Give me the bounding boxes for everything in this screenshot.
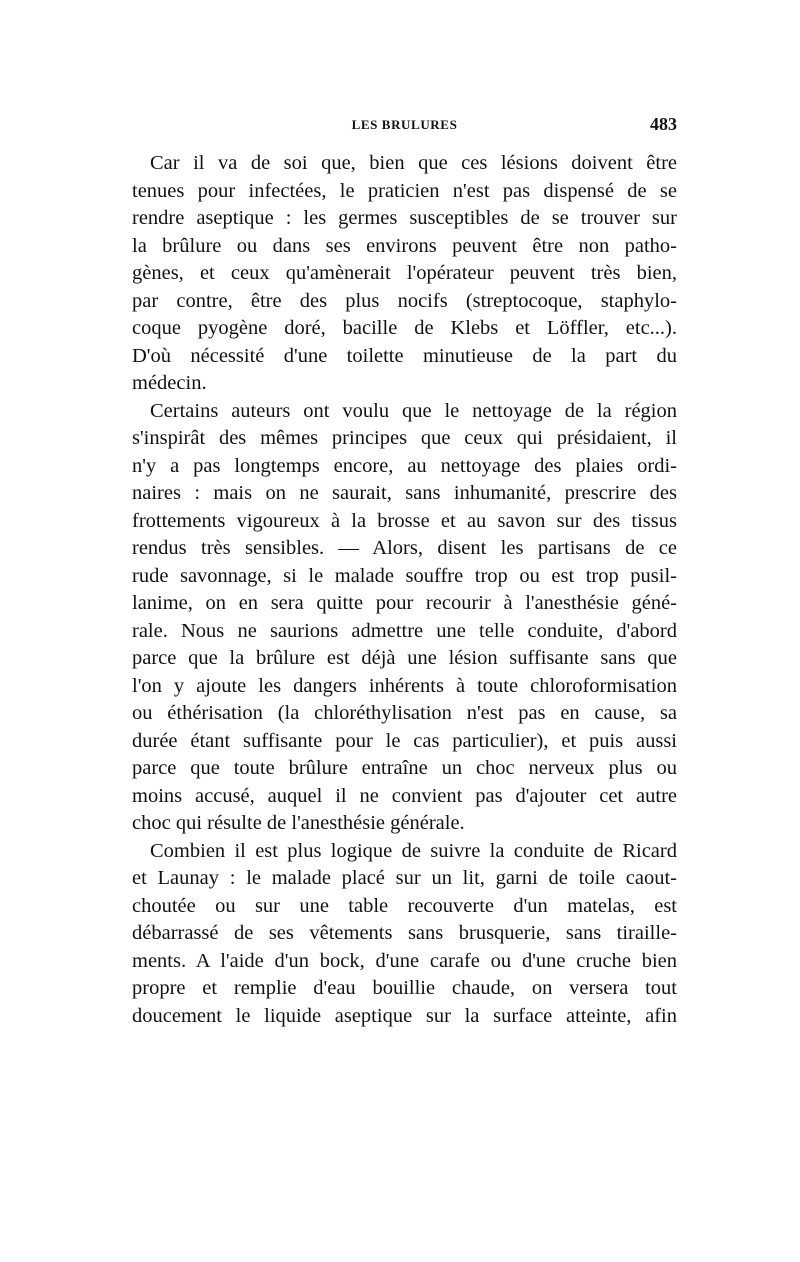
text-line: s'inspirât des mêmes principes que ceux qui présidaient, il <box>132 427 677 449</box>
text-line: naires : mais on ne saurait, sans inhumanité, prescrire des <box>132 482 677 504</box>
text-line: rendre aseptique : les germes susceptibles de se trouver sur <box>132 207 677 229</box>
text-line: lanime, on en sera quitte pour recourir à l'anesthésie géné- <box>132 592 677 614</box>
text-line: choutée ou sur une table recouverte d'un matelas, est <box>132 894 677 917</box>
text-line: moins accusé, auquel il ne convient pas d'ajouter cet autre <box>132 784 677 807</box>
text-line: rude savonnage, si le malade souffre trop ou est trop pusil- <box>132 564 677 587</box>
text-line: choc qui résulte de l'anesthésie générale. <box>132 812 465 834</box>
text-line: rale. Nous ne saurions admettre une telle conduite, d'abord <box>132 619 677 642</box>
text-line: parce que toute brûlure entraîne un choc nerveux plus ou <box>132 757 677 779</box>
text-line: Combien il est plus logique de suivre la conduite de Ricard <box>150 839 677 862</box>
text-line: frottements vigoureux à la brosse et au savon sur des tissus <box>132 509 677 532</box>
paragraph <box>132 398 677 838</box>
text-line: ments. A l'aide d'un bock, d'une carafe ou d'une cruche bien <box>132 949 677 972</box>
text-line: par contre, être des plus nocifs (streptocoque, staphylo- <box>132 289 677 312</box>
text-line: débarrassé de ses vêtements sans brusquerie, sans tiraille- <box>132 922 677 944</box>
text-line: ou éthérisation (la chloréthylisation n'est pas en cause, sa <box>132 702 677 724</box>
text-line: coque pyogène doré, bacille de Klebs et Löffler, etc...). <box>132 317 677 339</box>
text-line: et Launay : le malade placé sur un lit, garni de toile caout- <box>132 867 677 889</box>
body-text <box>132 150 677 1030</box>
text-line: gènes, et ceux qu'amènerait l'opérateur peuvent très bien, <box>132 262 677 284</box>
text-line: l'on y ajoute les dangers inhérents à toute chloroformisation <box>132 674 677 697</box>
running-head <box>132 114 677 139</box>
text-line: n'y a pas longtemps encore, au nettoyage des plaies ordi- <box>132 454 677 477</box>
text-line: parce que la brûlure est déjà une lésion suffisante sans que <box>132 647 677 669</box>
paragraph <box>132 838 677 1031</box>
text-line: durée étant suffisante pour le cas particulier), et puis aussi <box>132 729 677 752</box>
page-number: 483 <box>650 114 677 134</box>
paragraph <box>132 150 677 398</box>
text-line: doucement le liquide aseptique sur la surface atteinte, afin <box>132 1004 677 1027</box>
text-line: propre et remplie d'eau bouillie chaude, on versera tout <box>132 977 677 999</box>
text-line: rendus très sensibles. — Alors, disent les partisans de ce <box>132 537 677 559</box>
running-title: LES BRULURES <box>351 117 458 132</box>
text-line: D'où nécessité d'une toilette minutieuse de la part du <box>132 344 677 367</box>
text-line: médecin. <box>132 372 207 394</box>
text-line: Certains auteurs ont voulu que le nettoyage de la région <box>150 399 677 422</box>
text-line: tenues pour infectées, le praticien n'est pas dispensé de se <box>132 179 677 202</box>
text-line: Car il va de soi que, bien que ces lésions doivent être <box>150 152 677 174</box>
text-line: la brûlure ou dans ses environs peuvent être non patho- <box>132 234 677 257</box>
